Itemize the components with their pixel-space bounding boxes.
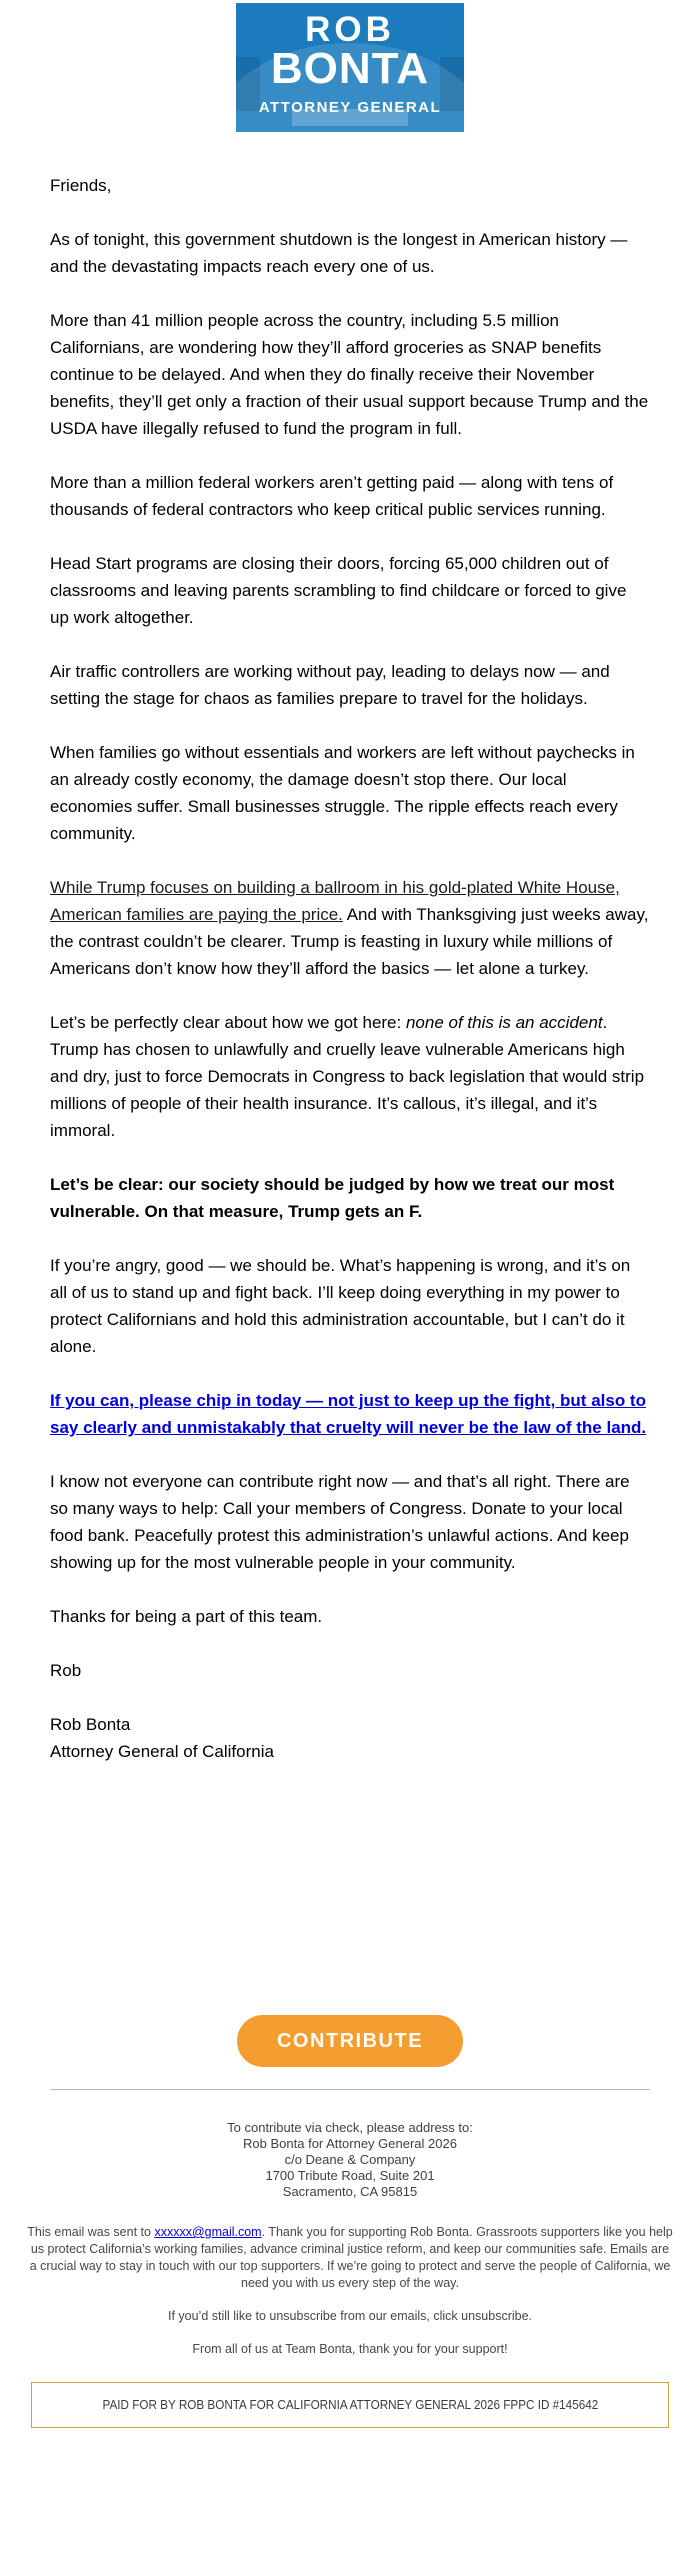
body-paragraph-air-traffic: Air traffic controllers are working without pay, leading to delays now — and setting the stage for chaos as families prepare to travel for the holidays. — [50, 662, 610, 708]
body-paragraph-shutdown: As of tonight, this government shutdown is the longest in American history — and the devastating impacts reach every one of us. — [50, 230, 628, 276]
paid-for-disclaimer-text: PAID FOR BY ROB BONTA FOR CALIFORNIA ATTORNEY GENERAL 2026 FPPC ID #145642 — [102, 2397, 598, 2412]
check-address-block — [0, 2120, 700, 2200]
body-paragraph-federal-workers: More than a million federal workers aren’t getting paid — along with tens of thousands of federal contractors who keep critical public services running. — [50, 473, 614, 519]
fine-print — [26, 2224, 674, 2292]
team-thanks-line: From all of us at Team Bonta, thank you for your support! — [192, 2342, 508, 2356]
cta-section — [0, 2015, 700, 2067]
fine-print-post-text: . Thank you for supporting Rob Bonta. Grassroots supporters like you help us protect California’s working families, advance criminal justice reform, and keep our communities safe. Emails are a crucial way to stay in touch with our top supporters. If we’re going to protect and serve the people of California, we need you with us every step of the way. — [29, 2225, 673, 2290]
footer-divider — [50, 2089, 650, 2090]
signature-title: Attorney General of California — [50, 1742, 274, 1761]
chip-in-link[interactable]: If you can, please chip in today — not just to keep up the fight, but also to say clearly and unmistakably that cruelty will never be the law of the land. — [50, 1391, 647, 1437]
signoff: Rob — [50, 1661, 82, 1680]
campaign-logo[interactable] — [236, 3, 464, 132]
body-paragraph-economy: When families go without essentials and workers are left without paychecks in an already costly economy, the damage doesn’t stop there. Our local economies suffer. Small businesses struggle. The ripple effects reach every community. — [50, 743, 635, 843]
email-body — [0, 132, 700, 1765]
contribute-button[interactable]: CONTRIBUTE — [237, 2015, 463, 2067]
paid-for-disclaimer-box — [31, 2382, 669, 2428]
signature-block — [50, 1711, 650, 1765]
check-address-line: Rob Bonta for Attorney General 2026 — [243, 2136, 457, 2151]
fine-print-pre-text: This email was sent to — [27, 2225, 155, 2239]
check-address-line: Sacramento, CA 95815 — [282, 2184, 418, 2199]
body-paragraph-ballroom — [50, 874, 650, 982]
signature-name: Rob Bonta — [50, 1715, 131, 1734]
check-address-line: c/o Deane & Company — [284, 2152, 416, 2167]
check-address-line: 1700 Tribute Road, Suite 201 — [265, 2168, 435, 2183]
unsubscribe-line — [0, 2308, 700, 2325]
logo-text-attorney-general: ATTORNEY GENERAL — [258, 99, 442, 116]
salutation: Friends, — [50, 176, 112, 195]
email-message — [0, 3, 700, 2428]
no-accident-italic-text: none of this is an accident — [405, 1013, 603, 1032]
body-paragraph-thanks: Thanks for being a part of this team. — [50, 1607, 323, 1626]
ballroom-rest-text: And with Thanksgiving just weeks away, the contrast couldn’t be clearer. Trump is feasting in luxury while millions of Americans don’t know how they’ll afford the basics — let alone a turkey. — [50, 905, 649, 978]
logo-text-rob: ROB — [305, 10, 395, 49]
unsubscribe-pre-text: If you’d still like to unsubscribe from our emails, click — [167, 2309, 462, 2323]
check-address-line: To contribute via check, please address to: — [227, 2120, 473, 2135]
body-paragraph-judged: Let’s be clear: our society should be judged by how we treat our most vulnerable. On that measure, Trump gets an F. — [50, 1175, 615, 1221]
unsubscribe-link[interactable]: unsubscribe. — [461, 2309, 533, 2323]
body-paragraph-snap: More than 41 million people across the country, including 5.5 million Californians, are wondering how they’ll afford groceries as SNAP benefits continue to be delayed. And when they do finally receive their November benefits, they’ll get only a fraction of their usual support because Trump and the USDA have illegally refused to fund the program in full. — [50, 311, 649, 438]
body-paragraph-other-ways: I know not everyone can contribute right now — and that’s all right. There are so many ways to help: Call your members of Congress. Donate to your local food bank. Peacefully protest this administration’s unlawful actions. And keep showing up for the most vulnerable people in your community. — [50, 1472, 630, 1572]
no-accident-pre-text: Let’s be perfectly clear about how we got here: — [50, 1013, 406, 1032]
recipient-email-link[interactable]: xxxxxx@gmail.com — [154, 2225, 262, 2239]
ballroom-link[interactable]: While Trump focuses on building a ballroom in his gold-plated White House, American families are paying the price. — [50, 878, 620, 924]
body-paragraph-head-start: Head Start programs are closing their doors, forcing 65,000 children out of classrooms and leaving parents scrambling to find childcare or forced to give up work altogether. — [50, 554, 627, 627]
logo-text-bonta: BONTA — [270, 44, 430, 93]
no-accident-post-text: . Trump has chosen to unlawfully and cruelly leave vulnerable Americans high and dry, just to force Democrats in Congress to back legislation that would strip millions of people of their health insurance. It’s callous, it’s illegal, and it’s immoral. — [50, 1013, 645, 1140]
body-paragraph-fight-back: If you’re angry, good — we should be. What’s happening is wrong, and it’s on all of us to stand up and fight back. I’ll keep doing everything in my power to protect Californians and hold this administration accountable, but I can’t do it alone. — [50, 1256, 631, 1356]
body-paragraph-no-accident — [50, 1009, 650, 1144]
body-paragraph-chip-in — [50, 1387, 650, 1441]
